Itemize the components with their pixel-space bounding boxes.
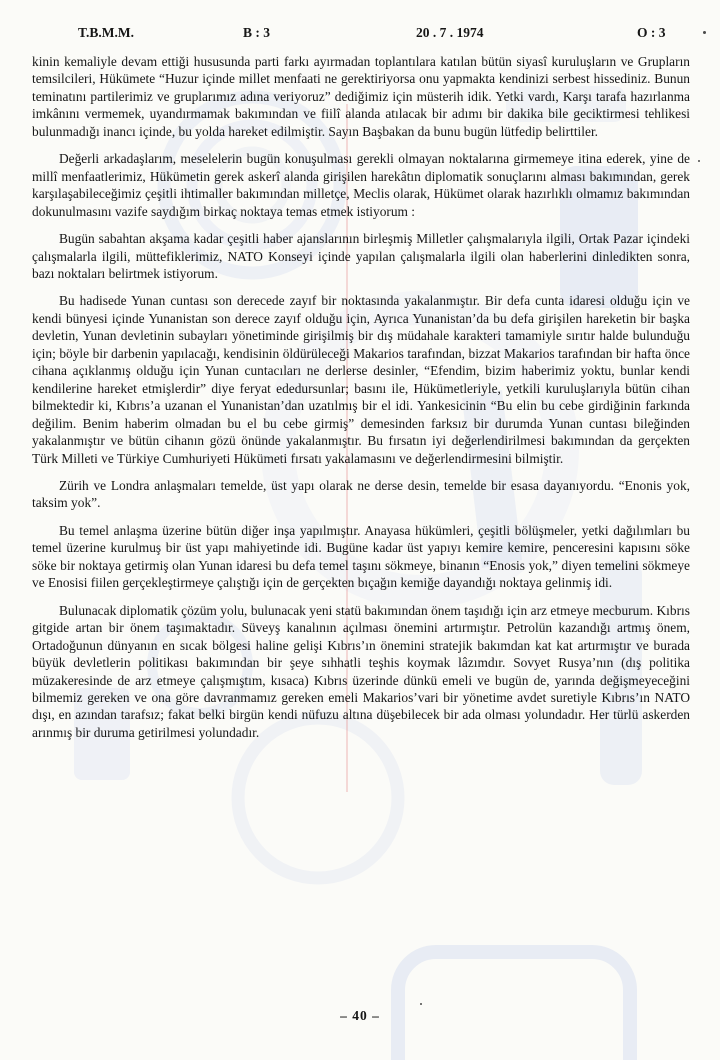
paragraph: kinin kemaliyle devam ettiği hususunda parti farkı ayırmadan toplantılara katılan bütün siyasî kuruluşların ve Grupların temsilcileri, Hükümete “Huzur içinde millet menfaati ne gerektiriyorsa onu yapmakta kendinizi serbest hissediniz. Bunun teminatını partilerimiz ve gruplarımız adına veriyoruz” dediğimiz için müsterih idik. Yetki vardı, Karşı tarafa hazırlanma imkânını vermemek, uyandırmamak bakımından ve fiilî alanda atılacak bir adımı bir dakika bile geciktirmesi tehlikesi bulunmadığı inancı içinde, bu yolda hareket edilmiştir. Sayın Başbakan da bunu bugün lütfedip belirttiler. — [32, 54, 690, 139]
paragraph: Bu temel anlaşma üzerine bütün diğer inşa yapılmıştır. Anayasa hükümleri, çeşitli bölüşmeler, yetki dağılımları bu temel üzerine kurulmuş bir üst yapı mahiyetinde idi. Bugüne kadar üst yapıyı kemire kemire, penceresini kapısını söke söke bir noktaya getirmiş olan Yunan idaresi bu defa temel taşını sökmeye, binanın “Enosis yok,” diyen temelini sökmeye ve Enosisi fiilen gerçekleştirmeye çalıştığı için de gerçekten bıçağın kemiğe dayandığı noktaya gelinmiş idi. — [32, 522, 690, 591]
paragraph: Değerli arkadaşlarım, meselelerin bugün konuşulması gerekli olmayan noktalarına girmemeye itina ederek, yine de millî menfaatlerimiz, Hükümetin gerek askerî alanda girişilen harekâtın diplomatik sonuçlarını alması bakımından, gerek karşılaşabileceğimiz çeşitli ihtimaller bakımından milletçe, Meclis olarak, Hükümet olarak hazırlıklı olmamız bakımından dokunulmasını vazife saydığım birkaç noktaya temas etmek istiyorum : — [32, 151, 690, 219]
header-session-number: B : 3 — [243, 25, 270, 40]
paragraph: Bu hadisede Yunan cuntası son derecede zayıf bir noktasında yakalanmıştır. Bir defa cunta idaresi olduğu için ve kendi bünyesi içinde Yunanistan son derece zayıf olduğu için, Ayrıca Yunanistan’da bu defa girişilen hareketin bir başka devletin, Yunan devletinin subayları yönetiminde girişilmiş bir dış müdahale karakteri tamamiyle sırıtır halde bulunduğu için; böyle bir darbenin yapılacağı, kendisinin öldürüleceği Makarios tarafından, bizzat Makarios tarafından bir hafta önce cihana açıklanmış olduğu için Yunan cuntacıları ne derlerse desinler, “Efendim, bizim haberimiz yoktu, bunlar kendi kendilerine hareket etmişlerdir” diye feryat ededursunlar; basını ile, Hükümetleriyle, yetkili kuruluşlarıyla bütün cihan bilmektedir ki, Kıbrıs’a uzanan el Yunanistan’dan uzatılmış bir el idi. Yankesicinin “Bu elin bu cebe girdiğinin farkında değilim. Benim haberim olmadan bu el bu cebe girmiş” demesinden farksız bir durumda Yunan cuntası bileğinden yakalanmıştır ve bütün cihanın gözü önünde yakalanmıştır. Bu fırsatın iyi değerlendirilmesi bakımından da gerçekten Türk Milleti ve Türkiye Cumhuriyeti Hükümeti fırsatı yakalamasını ve değerlendirmesini bilmiştir. — [32, 293, 690, 466]
header-date: 20 . 7 . 1974 — [416, 25, 484, 40]
ink-speck — [698, 160, 700, 162]
ink-speck — [420, 1003, 422, 1005]
page-number: – 40 – — [340, 1008, 380, 1023]
paragraph: Zürih ve Londra anlaşmaları temelde, üst yapı olarak ne derse desin, temelde bir esasa dayanıyordu. “Enonis yok, taksim yok”. — [32, 477, 690, 511]
header-institution: T.B.M.M. — [78, 25, 134, 40]
document-body — [32, 53, 690, 751]
page-header — [0, 25, 720, 45]
paragraph: Bugün sabahtan akşama kadar çeşitli haber ajanslarının birleşmiş Milletler çalışmalarıyla ilgili, Ortak Pazar içindeki çalışmalarla ilgili, müttefiklerimiz, NATO Konseyi içinde yapılan çalışmalarla ilgili olan haberlerini dinledikten sonra, bazı noktaları belirtmek istiyorum. — [32, 231, 690, 281]
header-sitting-number: O : 3 — [637, 25, 666, 40]
paragraph: Bulunacak diplomatik çözüm yolu, bulunacak yeni statü bakımından önem taşıdığı için arz etmeye mecburum. Kıbrıs gitgide artan bir önem taşımaktadır. Süveyş kanalının açılması önemini artırmıştır. Petrolün kazandığı artmış önem, Ortadoğunun dünyanın en sıcak bölgesi haline gelişi Kıbrıs’ın önemini stratejik bakımdan kat kat artırmıştır ve burada büyük devletlerin politikası bakımından bir şeye sıhhatli teşhis koymak lâzımdır. Sovyet Rusya’nın (dış politika müzakeresinde de arz etmeye çalışmıştım, kısaca) Kıbrıs üzerinde dünkü emeli ve bugün de, yarında değişmeyeceğini bilmemiz gereken ve ona göre davranmamız gereken emeli Makarios’vari bir yönetime avdet suretiyle Kıbrıs’ın NATO dışı, en azından tarafsız; fakat belki birgün kendi nüfuzu altına düşebilecek bir ada olması yolundadır. Her türlü askerden arınmış bir duruma getirilmesi yolundadır. — [32, 602, 690, 740]
